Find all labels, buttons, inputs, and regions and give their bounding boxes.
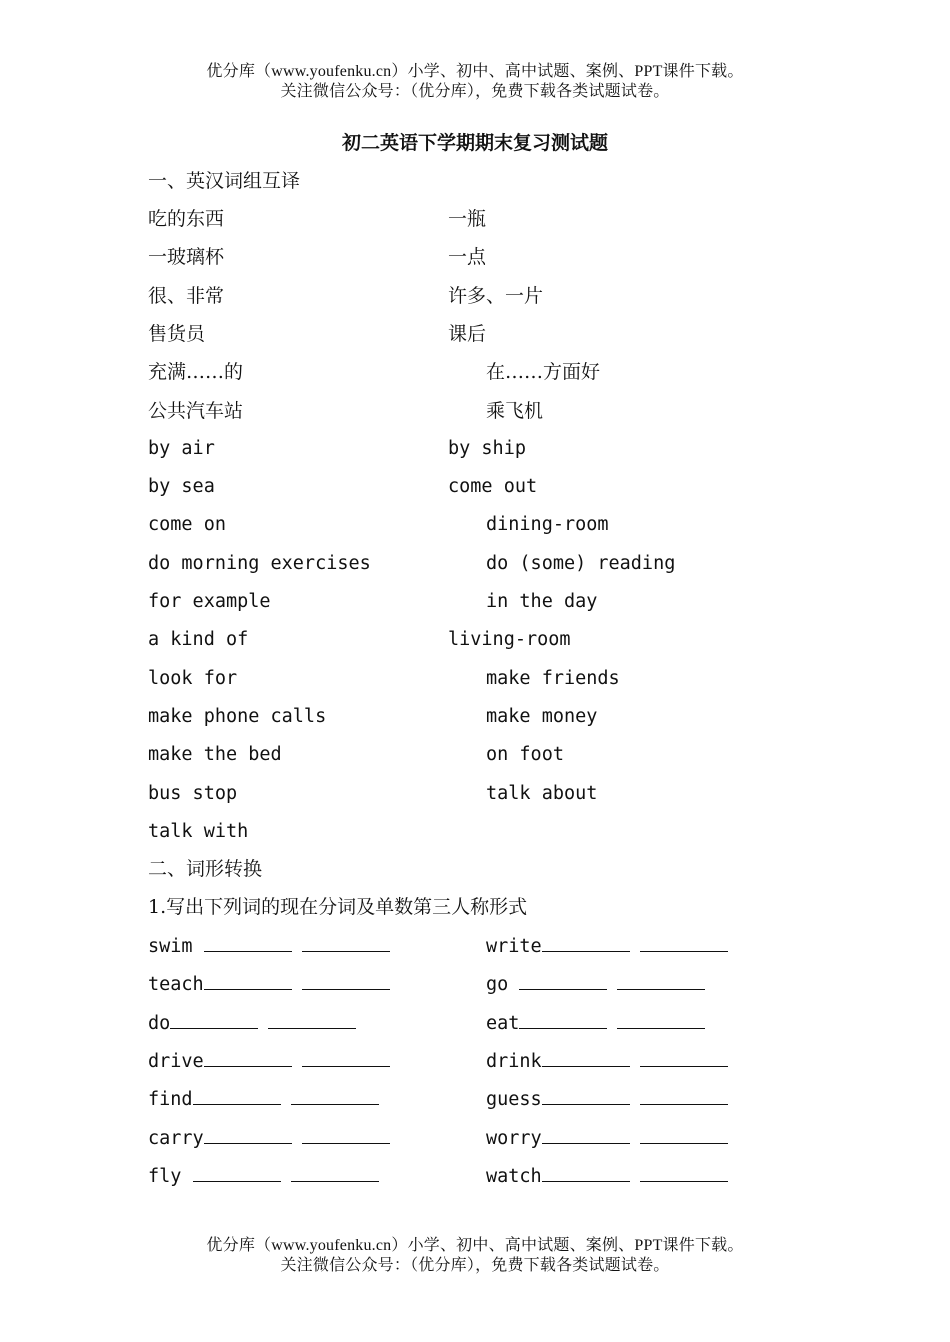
answer-blank-present-participle[interactable] — [542, 933, 630, 952]
phrase-row — [0, 819, 950, 845]
answer-blank-present-participle[interactable] — [519, 971, 607, 990]
word-right — [486, 1125, 728, 1152]
word-right — [486, 1010, 705, 1037]
answer-blank-third-person[interactable] — [640, 1163, 728, 1182]
answer-blank-third-person[interactable] — [291, 1163, 379, 1182]
answer-blank-third-person[interactable] — [640, 1048, 728, 1067]
word-label: drive — [148, 1050, 204, 1072]
phrase-row — [0, 283, 950, 309]
answer-blank-present-participle[interactable] — [542, 1048, 630, 1067]
phrase-row — [0, 666, 950, 692]
phrase-row — [0, 551, 950, 577]
word-row — [0, 933, 950, 959]
phrase-left: 一玻璃杯 — [148, 246, 225, 269]
word-right — [486, 1086, 728, 1113]
phrase-right: in the day — [486, 591, 598, 612]
phrase-left: 很、非常 — [148, 284, 225, 307]
phrase-left: by air — [148, 437, 215, 459]
phrase-right: 一点 — [448, 246, 487, 269]
word-label: watch — [486, 1165, 542, 1187]
word-label: fly — [148, 1165, 193, 1187]
phrase-right: living-room — [448, 629, 571, 651]
footer-line-1: 优分库（www.youfenku.cn）小学、初中、高中试题、案例、PPT课件下载。 — [206, 1237, 744, 1254]
phrase-left: a kind of — [148, 629, 249, 651]
word-right — [486, 1163, 728, 1190]
phrase-left: by sea — [148, 476, 215, 498]
word-row — [0, 1163, 950, 1189]
word-row — [0, 971, 950, 997]
answer-blank-third-person[interactable] — [640, 933, 728, 952]
word-label: do — [148, 1012, 171, 1034]
phrase-right: by ship — [448, 437, 526, 459]
phrase-right: talk about — [486, 782, 598, 804]
page-title: 初二英语下学期期末复习测试题 — [341, 132, 608, 154]
word-right — [486, 971, 705, 998]
footer-line-2: 关注微信公众号：（优分库），免费下载各类试题试卷。 — [280, 1257, 670, 1274]
phrase-right: 课后 — [448, 322, 487, 345]
answer-blank-present-participle[interactable] — [204, 1048, 292, 1067]
section-heading-1: 一、英汉词组互译 — [148, 170, 301, 192]
word-label: drink — [486, 1050, 542, 1072]
phrase-right: 在……方面好 — [486, 361, 601, 384]
answer-blank-present-participle[interactable] — [542, 1125, 630, 1144]
phrase-row — [0, 781, 950, 807]
phrase-left: 充满……的 — [148, 361, 244, 384]
answer-blank-present-participle[interactable] — [542, 1163, 630, 1182]
phrase-left: make the bed — [148, 744, 282, 766]
section-heading-2: 二、词形转换 — [148, 858, 263, 880]
phrase-right: come out — [448, 476, 538, 498]
word-label: guess — [486, 1089, 542, 1111]
phrase-left: for example — [148, 591, 271, 612]
word-row — [0, 1010, 950, 1036]
phrase-row — [0, 742, 950, 768]
answer-blank-third-person[interactable] — [302, 1048, 390, 1067]
phrase-right: do (some) reading — [486, 552, 676, 574]
answer-blank-present-participle[interactable] — [170, 1010, 258, 1029]
answer-blank-present-participle[interactable] — [542, 1086, 630, 1105]
answer-blank-present-participle[interactable] — [204, 971, 292, 990]
answer-blank-third-person[interactable] — [268, 1010, 356, 1029]
sub-instruction-1: 1.写出下列词的现在分词及单数第三人称形式 — [148, 896, 528, 918]
phrase-right: on foot — [486, 744, 564, 766]
phrase-row — [0, 359, 950, 385]
answer-blank-third-person[interactable] — [302, 933, 390, 952]
word-left — [148, 1163, 379, 1190]
word-left — [148, 971, 390, 998]
phrase-left: do morning exercises — [148, 552, 371, 574]
phrase-row — [0, 704, 950, 730]
word-label: eat — [486, 1012, 520, 1034]
word-left — [148, 1086, 379, 1113]
phrase-row — [0, 512, 950, 538]
word-label: go — [486, 974, 520, 996]
phrase-left: bus stop — [148, 782, 238, 804]
word-left — [148, 1125, 390, 1152]
phrase-left: 公共汽车站 — [148, 399, 244, 422]
phrase-left: 售货员 — [148, 322, 206, 345]
word-left — [148, 1048, 390, 1075]
word-right — [486, 1048, 728, 1075]
word-row — [0, 1086, 950, 1112]
phrase-right: 乘飞机 — [486, 399, 544, 422]
answer-blank-present-participle[interactable] — [193, 1163, 281, 1182]
phrase-right: 一瓶 — [448, 208, 487, 230]
phrase-right: make friends — [486, 667, 620, 689]
phrase-right: 许多、一片 — [448, 284, 544, 307]
answer-blank-third-person[interactable] — [617, 1010, 705, 1029]
answer-blank-third-person[interactable] — [640, 1125, 728, 1144]
answer-blank-present-participle[interactable] — [204, 933, 292, 952]
answer-blank-present-participle[interactable] — [204, 1125, 292, 1144]
word-label: carry — [148, 1127, 204, 1149]
word-label: swim — [148, 936, 204, 957]
answer-blank-third-person[interactable] — [302, 1125, 390, 1144]
phrase-row — [0, 436, 950, 462]
phrase-row — [0, 206, 950, 232]
phrase-left: make phone calls — [148, 705, 327, 727]
phrase-row — [0, 474, 950, 500]
phrase-left: 吃的东西 — [148, 208, 225, 230]
word-left — [148, 933, 390, 960]
header-line-1: 优分库（www.youfenku.cn）小学、初中、高中试题、案例、PPT课件下载。 — [206, 63, 744, 80]
answer-blank-third-person[interactable] — [302, 971, 390, 990]
answer-blank-third-person[interactable] — [617, 971, 705, 990]
phrase-row — [0, 627, 950, 653]
word-label: write — [486, 936, 542, 957]
word-label: worry — [486, 1127, 542, 1149]
answer-blank-present-participle[interactable] — [519, 1010, 607, 1029]
header-line-2: 关注微信公众号：（优分库），免费下载各类试题试卷。 — [280, 83, 670, 100]
phrase-row — [0, 398, 950, 424]
word-left — [148, 1010, 356, 1037]
phrase-row — [0, 244, 950, 270]
phrase-right: dining-room — [486, 514, 609, 536]
answer-blank-third-person[interactable] — [291, 1086, 379, 1105]
phrase-right: make money — [486, 705, 598, 727]
word-right — [486, 933, 728, 960]
word-row — [0, 1048, 950, 1074]
phrase-row — [0, 589, 950, 615]
word-label: find — [148, 1089, 193, 1111]
answer-blank-third-person[interactable] — [640, 1086, 728, 1105]
phrase-row — [0, 321, 950, 347]
answer-blank-present-participle[interactable] — [193, 1086, 281, 1105]
word-row — [0, 1125, 950, 1151]
phrase-left: talk with — [148, 820, 249, 842]
phrase-left: come on — [148, 514, 226, 536]
word-label: teach — [148, 974, 204, 996]
phrase-left: look for — [148, 667, 238, 689]
